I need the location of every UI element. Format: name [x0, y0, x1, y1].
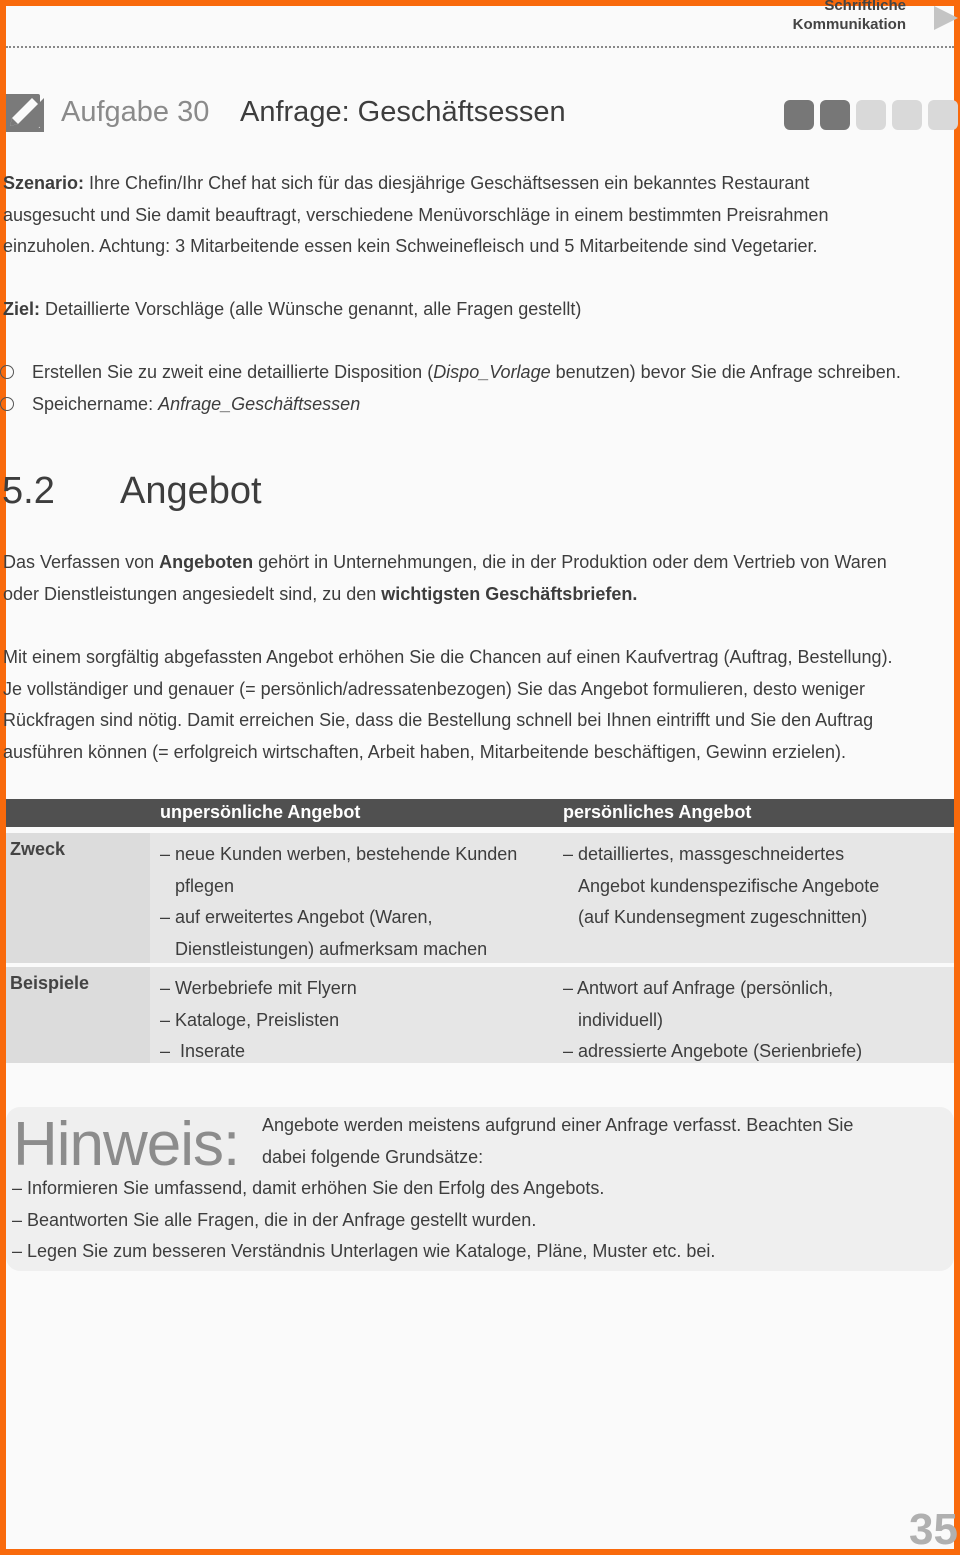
hint-title: Hinweis:	[13, 1110, 240, 1179]
cell-line: Dienstleistungen) aufmerksam machen	[175, 938, 488, 959]
goal-paragraph	[3, 294, 581, 326]
table-header-cell: unpersönliche Angebot	[160, 802, 361, 822]
difficulty-square-empty	[892, 100, 922, 130]
task-title: Anfrage: Geschäftsessen	[240, 96, 566, 128]
document-page	[2, 0, 958, 1554]
cell-line: – Werbebriefe mit Flyern	[160, 978, 357, 998]
difficulty-square-filled	[820, 100, 850, 130]
checklist-text: benutzen) bevor Sie die Anfrage schreiben.	[550, 362, 901, 382]
hint-item: – Legen Sie zum besseren Verständnis Unterlagen wie Kataloge, Pläne, Muster etc. bei.	[12, 1241, 716, 1262]
intro-line: Rückfragen sind nötig. Damit erreichen Sie, dass die Bestellung schnell bei Ihnen eintrifft und Sie den Auftrag	[3, 710, 874, 731]
section-label	[793, 0, 906, 34]
cell-line: – detailliertes, massgeschneidertes	[563, 844, 845, 864]
table-header-cell: persönliches Angebot	[563, 802, 752, 822]
section-arrow-icon	[934, 6, 958, 30]
intro-line: ausführen können (= erfolgreich wirtschaften, Arbeit haben, Mitarbeitende beschäftigen, Gewinn erzielen).	[3, 741, 846, 762]
scenario-label: Szenario:	[3, 173, 85, 193]
dotted-divider	[6, 46, 954, 48]
section-label-line2: Kommunikation	[792, 16, 906, 33]
checklist-italic: Dispo_Vorlage	[433, 362, 551, 382]
table-cell	[160, 973, 357, 1068]
checkbox-circle-icon[interactable]	[0, 365, 14, 379]
table-row	[6, 833, 954, 963]
scenario-line: einzuholen. Achtung: 3 Mitarbeitende essen kein Schweinefleisch und 5 Mitarbeitende sind Vegetarier.	[3, 236, 818, 257]
section-label-line1: Schriftliche	[824, 0, 906, 14]
cell-line: individuell)	[578, 1009, 664, 1030]
table-cell	[160, 839, 517, 965]
table-cell	[563, 973, 862, 1068]
checkbox-circle-icon[interactable]	[0, 397, 14, 411]
intro-text: gehört in Unternehmungen, die in der Produktion oder dem Vertrieb von Waren	[253, 552, 887, 572]
scenario-paragraph	[3, 168, 828, 263]
hint-intro	[262, 1110, 853, 1173]
goal-text: Detaillierte Vorschläge (alle Wünsche genannt, alle Fragen gestellt)	[40, 299, 582, 319]
intro-text: Das Verfassen von	[3, 552, 160, 572]
checklist-item[interactable]	[0, 389, 360, 421]
offer-comparison-table	[6, 799, 954, 1063]
cell-line: – Antwort auf Anfrage (persönlich,	[563, 978, 834, 998]
row-label-cell	[6, 967, 150, 1063]
table-cell	[563, 839, 879, 934]
row-label: Beispiele	[10, 973, 90, 993]
cell-line: (auf Kundensegment zugeschnitten)	[578, 907, 868, 928]
page-number: 35	[909, 1505, 958, 1554]
hint-item: – Informieren Sie umfassend, damit erhöhen Sie den Erfolg des Angebots.	[12, 1178, 605, 1198]
section-number: 5.2	[2, 470, 55, 512]
hint-item: – Beantworten Sie alle Fragen, die in der Anfrage gestellt wurden.	[12, 1209, 537, 1230]
cell-line: – Kataloge, Preislisten	[160, 1009, 340, 1030]
row-label-cell	[6, 833, 150, 963]
checklist-text: Speichername:	[32, 394, 159, 414]
intro-bold: wichtigsten Geschäftsbriefen.	[381, 583, 638, 604]
intro-bold: Angeboten	[159, 552, 254, 572]
section-title: Angebot	[120, 470, 262, 512]
hint-list	[12, 1173, 715, 1268]
hint-intro-line: Angebote werden meistens aufgrund einer Anfrage verfasst. Beachten Sie	[262, 1115, 854, 1135]
row-label: Zweck	[10, 839, 66, 859]
scenario-line: Ihre Chefin/Ihr Chef hat sich für das diesjährige Geschäftsessen ein bekanntes Restaurant	[84, 173, 810, 193]
scenario-line: ausgesucht und Sie damit beauftragt, verschiedene Menüvorschläge in einem bestimmten Preisrahmen	[3, 204, 829, 225]
table-row	[6, 967, 954, 1063]
difficulty-square-empty	[856, 100, 886, 130]
table-header-row	[6, 799, 954, 827]
intro-paragraph-1	[3, 547, 887, 610]
cell-line: – Inserate	[160, 1041, 246, 1062]
checklist-item[interactable]	[0, 357, 901, 389]
difficulty-square-filled	[784, 100, 814, 130]
cell-line: – adressierte Angebote (Serienbriefe)	[563, 1041, 863, 1062]
intro-paragraph-2	[3, 642, 893, 768]
difficulty-square-empty	[928, 100, 958, 130]
section-heading	[2, 470, 262, 513]
hint-intro-line: dabei folgende Grundsätze:	[262, 1146, 484, 1167]
intro-text: oder Dienstleistungen angesiedelt sind, zu den	[3, 583, 382, 604]
checklist-text: Erstellen Sie zu zweit eine detaillierte Disposition (	[32, 362, 434, 382]
checklist-italic: Anfrage_Geschäftsessen	[158, 394, 361, 414]
cell-line: pflegen	[175, 875, 235, 896]
intro-line: Mit einem sorgfältig abgefassten Angebot erhöhen Sie die Chancen auf einen Kaufvertrag (Auftrag, Bestellung).	[3, 647, 893, 667]
intro-line: Je vollständiger und genauer (= persönlich/adressatenbezogen) Sie das Angebot formulieren, desto weniger	[3, 678, 866, 699]
task-number: Aufgabe 30	[61, 96, 210, 128]
goal-label: Ziel:	[3, 299, 41, 319]
hint-box	[6, 1107, 954, 1271]
task-header	[6, 90, 954, 134]
cell-line: – neue Kunden werben, bestehende Kunden	[160, 844, 518, 864]
pencil-task-icon	[2, 90, 44, 132]
cell-line: Angebot kundenspezifische Angebote	[578, 875, 880, 896]
difficulty-indicator	[784, 100, 958, 130]
cell-line: – auf erweitertes Angebot (Waren,	[160, 907, 433, 928]
